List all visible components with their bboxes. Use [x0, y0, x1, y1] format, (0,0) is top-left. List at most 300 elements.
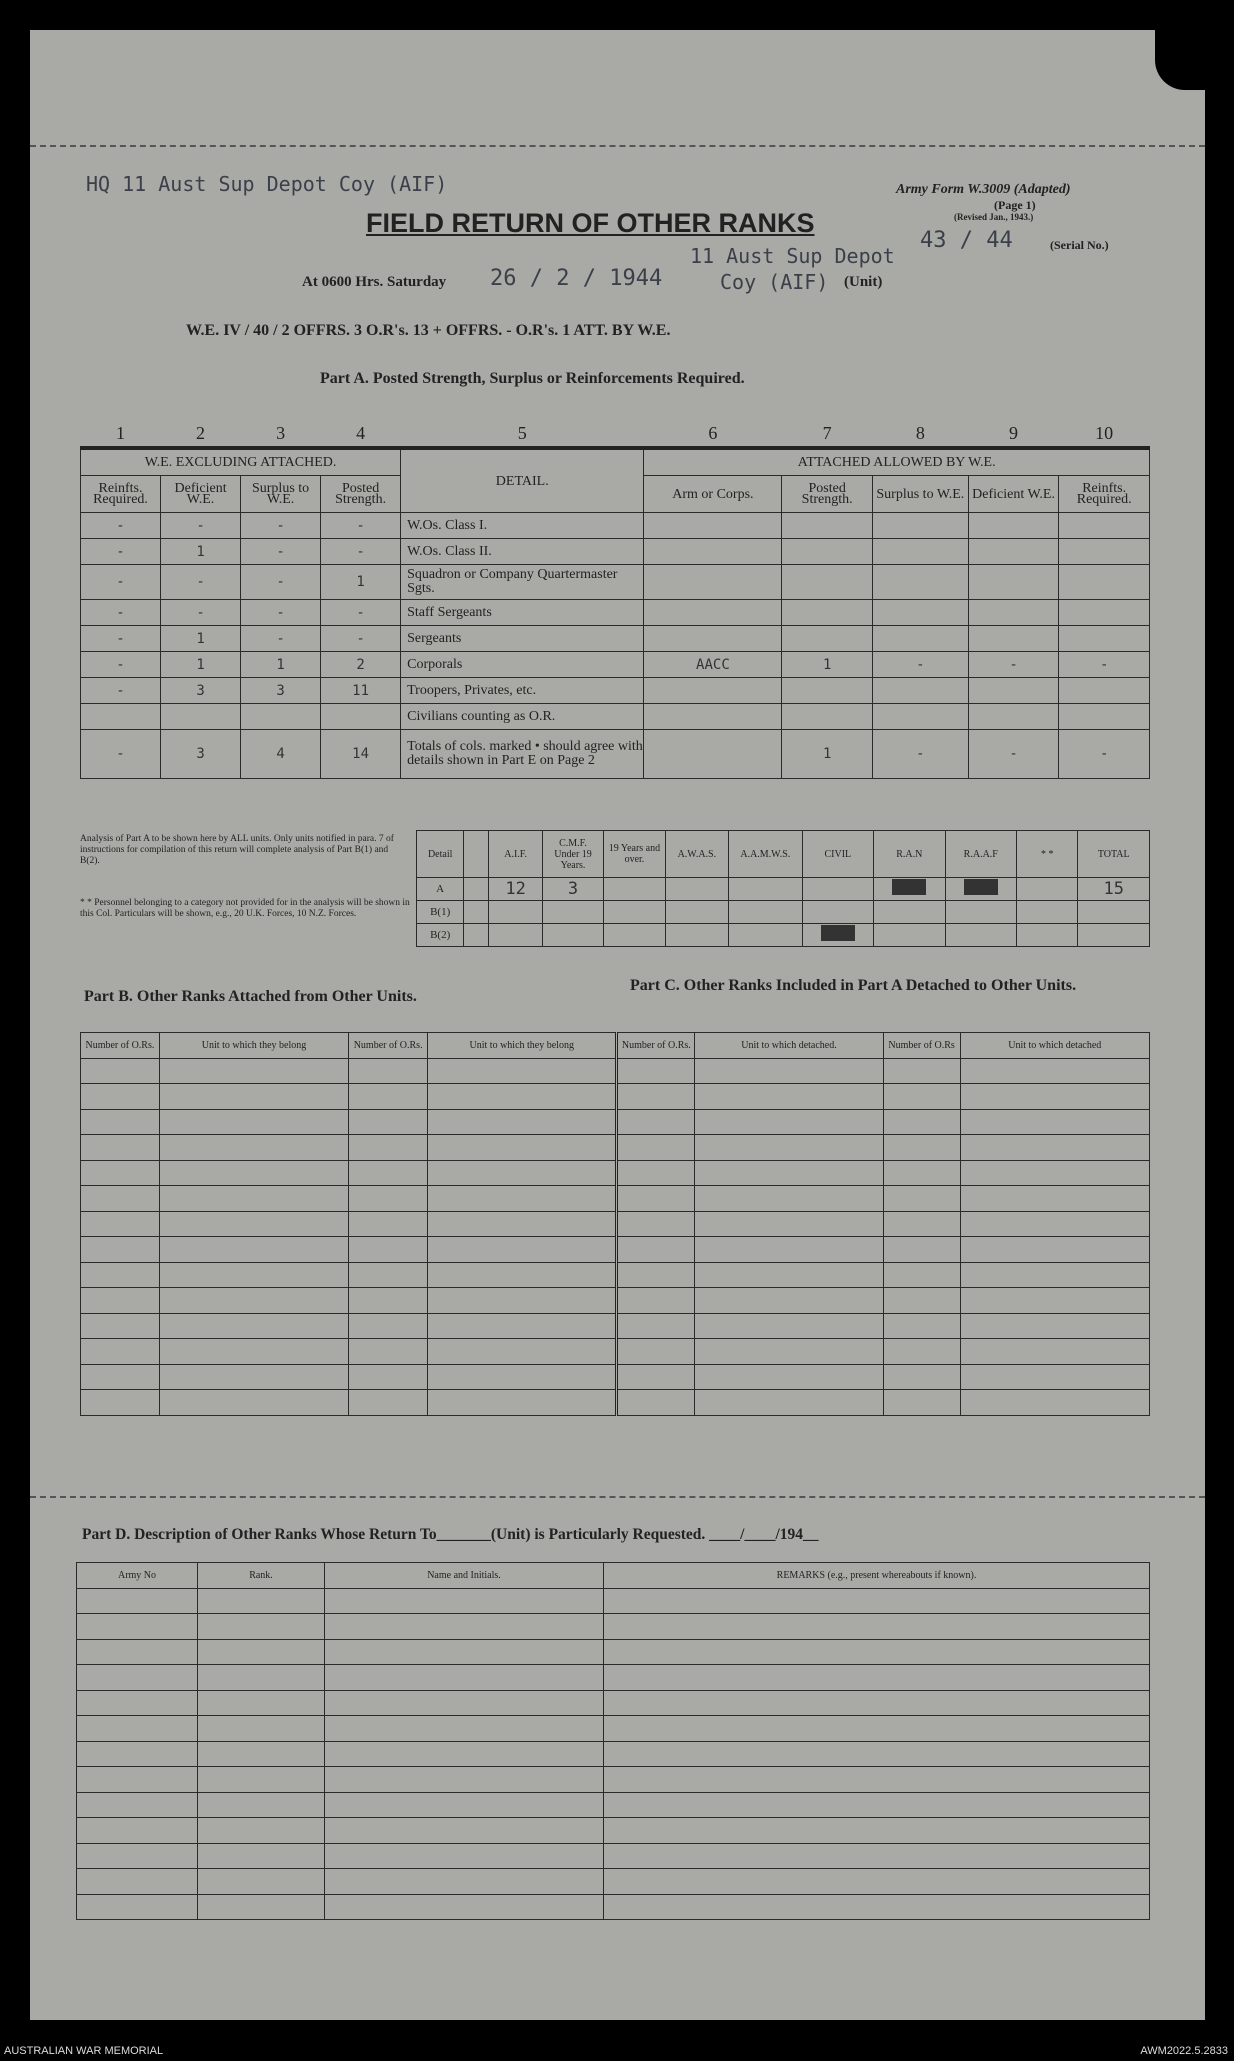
col-num: 1	[81, 420, 161, 448]
part-bc-row	[81, 1186, 1150, 1212]
part-a-table	[80, 420, 1150, 779]
blank-cell	[81, 1160, 160, 1186]
part-a-cell	[782, 600, 873, 626]
part-bc-row	[81, 1084, 1150, 1110]
blank-cell	[428, 1288, 617, 1314]
col-num: 10	[1059, 420, 1150, 448]
analysis-cell	[665, 901, 728, 924]
blank-cell	[695, 1339, 883, 1365]
part-c-header: Number of O.Rs.	[617, 1033, 695, 1059]
blank-cell	[883, 1339, 960, 1365]
part-bc-row	[81, 1109, 1150, 1135]
part-bc-row	[81, 1390, 1150, 1416]
analysis-header: CIVIL	[802, 831, 873, 878]
blank-cell	[77, 1588, 198, 1614]
blank-cell	[428, 1262, 617, 1288]
analysis-cell: 3	[542, 878, 603, 901]
part-a-cell	[644, 626, 782, 652]
analysis-cell	[729, 901, 803, 924]
part-a-cell: 1	[782, 652, 873, 678]
blank-cell	[349, 1135, 428, 1161]
part-a-cell	[872, 678, 968, 704]
blank-cell	[617, 1186, 695, 1212]
blank-cell	[695, 1109, 883, 1135]
part-a-row	[81, 704, 1150, 730]
part-a-cell	[782, 539, 873, 565]
unit-label: (Unit)	[844, 274, 883, 290]
part-a-cell: -	[1059, 652, 1150, 678]
blank-cell	[77, 1665, 198, 1691]
blank-cell	[695, 1313, 883, 1339]
analysis-cell	[874, 901, 945, 924]
blank-cell	[604, 1716, 1150, 1742]
part-a-cell	[644, 730, 782, 779]
part-bc-row	[81, 1160, 1150, 1186]
analysis-header: R.A.N	[874, 831, 945, 878]
perforation-middle	[30, 1496, 1205, 1498]
col-header: Deficient W.E.	[968, 476, 1059, 513]
blank-cell	[325, 1614, 604, 1640]
part-a-row	[81, 513, 1150, 539]
blank-cell	[77, 1843, 198, 1869]
detail-header: DETAIL.	[401, 448, 644, 513]
part-d-row	[77, 1665, 1150, 1691]
col-num: 6	[644, 420, 782, 448]
blank-cell	[617, 1211, 695, 1237]
blank-cell	[960, 1390, 1149, 1416]
return-date: 26 / 2 / 1944	[490, 266, 663, 291]
analysis-cell	[464, 924, 489, 947]
part-a-cell	[644, 539, 782, 565]
part-a-cell: -	[161, 513, 241, 539]
blank-cell	[883, 1186, 960, 1212]
part-a-cell: -	[81, 678, 161, 704]
blank-cell	[883, 1211, 960, 1237]
part-bc-row	[81, 1364, 1150, 1390]
analysis-cell	[874, 878, 945, 901]
blank-cell	[428, 1160, 617, 1186]
part-a-cell: 1	[161, 539, 241, 565]
part-a-cell: -	[241, 513, 321, 539]
blank-cell	[617, 1313, 695, 1339]
part-d-row	[77, 1639, 1150, 1665]
serial-label: (Serial No.)	[1050, 238, 1109, 252]
analysis-cell	[729, 878, 803, 901]
blank-cell	[604, 1665, 1150, 1691]
blank-cell	[325, 1716, 604, 1742]
part-d-title: Part D. Description of Other Ranks Whose Return To_______(Unit) is Particularly Requested. ____/____/194__	[82, 1526, 819, 1543]
blank-cell	[325, 1869, 604, 1895]
col-header: Deficient W.E.	[161, 476, 241, 513]
stamp-mark	[964, 879, 998, 895]
analysis-cell	[464, 878, 489, 901]
blank-cell	[198, 1869, 325, 1895]
analysis-cell: B(2)	[417, 924, 464, 947]
blank-cell	[81, 1135, 160, 1161]
blank-cell	[159, 1262, 348, 1288]
part-a-cell: -	[161, 565, 241, 600]
group-left-header: W.E. EXCLUDING ATTACHED.	[81, 448, 401, 476]
blank-cell	[604, 1588, 1150, 1614]
part-a-detail: Totals of cols. marked • should agree with details shown in Part E on Page 2	[401, 730, 644, 779]
page-label: (Page 1)	[994, 198, 1036, 212]
blank-cell	[349, 1390, 428, 1416]
blank-cell	[325, 1894, 604, 1920]
part-a-detail: W.Os. Class II.	[401, 539, 644, 565]
part-a-row	[81, 678, 1150, 704]
perforation-top	[30, 145, 1205, 147]
blank-cell	[617, 1084, 695, 1110]
col-header: Posted Strength.	[782, 476, 873, 513]
blank-cell	[198, 1639, 325, 1665]
blank-cell	[428, 1058, 617, 1084]
part-a-row	[81, 626, 1150, 652]
analysis-cell	[604, 924, 665, 947]
analysis-header: Detail	[417, 831, 464, 878]
part-a-cell: -	[241, 600, 321, 626]
part-a-cell	[321, 704, 401, 730]
blank-cell	[604, 1741, 1150, 1767]
blank-cell	[77, 1869, 198, 1895]
part-a-row	[81, 730, 1150, 779]
part-a-cell	[644, 678, 782, 704]
part-a-cell	[872, 626, 968, 652]
part-d-row	[77, 1843, 1150, 1869]
blank-cell	[883, 1262, 960, 1288]
part-a-cell: 2	[321, 652, 401, 678]
blank-cell	[695, 1135, 883, 1161]
part-b-header: Number of O.Rs.	[349, 1033, 428, 1059]
part-bc-row	[81, 1135, 1150, 1161]
analysis-table	[416, 830, 1150, 947]
blank-cell	[604, 1767, 1150, 1793]
blank-cell	[960, 1186, 1149, 1212]
part-d-row	[77, 1869, 1150, 1895]
blank-cell	[617, 1339, 695, 1365]
blank-cell	[198, 1792, 325, 1818]
blank-cell	[325, 1792, 604, 1818]
stamp-mark	[821, 925, 855, 941]
blank-cell	[325, 1767, 604, 1793]
blank-cell	[604, 1869, 1150, 1895]
analysis-cell	[604, 878, 665, 901]
blank-cell	[428, 1186, 617, 1212]
blank-cell	[81, 1390, 160, 1416]
part-a-cell: -	[81, 539, 161, 565]
blank-cell	[960, 1339, 1149, 1365]
part-d-header: Rank.	[198, 1563, 325, 1589]
blank-cell	[883, 1390, 960, 1416]
blank-cell	[695, 1211, 883, 1237]
part-c-title: Part C. Other Ranks Included in Part A Detached to Other Units.	[630, 977, 1077, 994]
blank-cell	[883, 1364, 960, 1390]
blank-cell	[604, 1894, 1150, 1920]
part-a-cell: 4	[241, 730, 321, 779]
part-a-cell	[782, 565, 873, 600]
part-a-cell	[644, 704, 782, 730]
part-a-cell	[81, 704, 161, 730]
part-a-cell: -	[968, 652, 1059, 678]
blank-cell	[960, 1237, 1149, 1263]
part-a-cell: 1	[321, 565, 401, 600]
blank-cell	[77, 1741, 198, 1767]
blank-cell	[883, 1160, 960, 1186]
part-a-cell: -	[1059, 730, 1150, 779]
part-d-row	[77, 1716, 1150, 1742]
part-a-cell	[872, 513, 968, 539]
blank-cell	[159, 1058, 348, 1084]
blank-cell	[349, 1186, 428, 1212]
blank-cell	[77, 1818, 198, 1844]
part-a-cell: -	[321, 513, 401, 539]
analysis-cell: A	[417, 878, 464, 901]
unit-name-line1: 11 Aust Sup Depot	[690, 244, 895, 268]
col-num: 4	[321, 420, 401, 448]
part-a-cell: 11	[321, 678, 401, 704]
serial-number: 43 / 44	[920, 228, 1013, 253]
part-a-cell: 1	[241, 652, 321, 678]
part-bc-row	[81, 1288, 1150, 1314]
blank-cell	[81, 1109, 160, 1135]
part-a-row	[81, 539, 1150, 565]
part-a-cell	[968, 565, 1059, 600]
analysis-header: A.I.F.	[489, 831, 542, 878]
blank-cell	[428, 1313, 617, 1339]
analysis-cell	[1017, 901, 1078, 924]
part-d-row	[77, 1818, 1150, 1844]
form-page	[30, 30, 1205, 2020]
part-a-cell	[1059, 513, 1150, 539]
blank-cell	[159, 1160, 348, 1186]
part-a-cell	[1059, 678, 1150, 704]
blank-cell	[349, 1262, 428, 1288]
blank-cell	[604, 1818, 1150, 1844]
part-a-title: Part A. Posted Strength, Surplus or Reinforcements Required.	[320, 370, 745, 387]
blank-cell	[695, 1160, 883, 1186]
blank-cell	[604, 1639, 1150, 1665]
analysis-cell: B(1)	[417, 901, 464, 924]
part-a-cell: -	[81, 565, 161, 600]
analysis-cell	[1078, 901, 1150, 924]
analysis-cell	[802, 901, 873, 924]
footer-left: AUSTRALIAN WAR MEMORIAL	[4, 2045, 164, 2057]
blank-cell	[883, 1313, 960, 1339]
blank-cell	[960, 1211, 1149, 1237]
analysis-row	[417, 924, 1150, 947]
part-a-cell: -	[81, 600, 161, 626]
blank-cell	[883, 1058, 960, 1084]
blank-cell	[349, 1160, 428, 1186]
blank-cell	[159, 1211, 348, 1237]
blank-cell	[349, 1364, 428, 1390]
part-d-row	[77, 1741, 1150, 1767]
blank-cell	[81, 1058, 160, 1084]
analysis-cell	[874, 924, 945, 947]
blank-cell	[198, 1716, 325, 1742]
part-a-cell: -	[241, 539, 321, 565]
part-bc-row	[81, 1237, 1150, 1263]
part-d-row	[77, 1792, 1150, 1818]
part-a-row	[81, 652, 1150, 678]
part-c-header: Number of O.Rs	[883, 1033, 960, 1059]
part-a-cell: -	[81, 513, 161, 539]
part-a-detail: Sergeants	[401, 626, 644, 652]
blank-cell	[695, 1084, 883, 1110]
blank-cell	[604, 1843, 1150, 1869]
part-a-cell	[968, 704, 1059, 730]
part-d-header: Name and Initials.	[325, 1563, 604, 1589]
part-a-cell: 1	[161, 652, 241, 678]
unit-handwritten: HQ 11 Aust Sup Depot Coy (AIF)	[86, 172, 448, 196]
part-bc-row	[81, 1313, 1150, 1339]
col-header: Reinfts. Required.	[1059, 476, 1150, 513]
blank-cell	[883, 1288, 960, 1314]
part-a-cell	[1059, 539, 1150, 565]
blank-cell	[159, 1288, 348, 1314]
blank-cell	[617, 1160, 695, 1186]
part-a-cell	[644, 600, 782, 626]
blank-cell	[159, 1135, 348, 1161]
blank-cell	[349, 1237, 428, 1263]
part-a-cell	[644, 513, 782, 539]
blank-cell	[77, 1792, 198, 1818]
part-a-cell	[782, 678, 873, 704]
unit-name-line2: Coy (AIF)	[720, 270, 829, 294]
blank-cell	[81, 1364, 160, 1390]
blank-cell	[960, 1109, 1149, 1135]
blank-cell	[81, 1186, 160, 1212]
blank-cell	[349, 1058, 428, 1084]
part-b-header: Unit to which they belong	[159, 1033, 348, 1059]
blank-cell	[695, 1186, 883, 1212]
analysis-cell	[665, 878, 728, 901]
blank-cell	[325, 1690, 604, 1716]
part-a-cell: -	[321, 539, 401, 565]
blank-cell	[349, 1084, 428, 1110]
part-b-header: Unit to which they belong	[428, 1033, 617, 1059]
part-a-detail: W.Os. Class I.	[401, 513, 644, 539]
group-right-header: ATTACHED ALLOWED BY W.E.	[644, 448, 1150, 476]
analysis-cell	[945, 901, 1016, 924]
part-a-cell	[1059, 565, 1150, 600]
col-num: 5	[401, 420, 644, 448]
part-a-cell	[872, 600, 968, 626]
blank-cell	[349, 1339, 428, 1365]
part-a-cell	[782, 513, 873, 539]
analysis-cell	[1017, 878, 1078, 901]
analysis-cell	[945, 924, 1016, 947]
blank-cell	[617, 1364, 695, 1390]
analysis-cell	[604, 901, 665, 924]
part-a-cell	[968, 600, 1059, 626]
blank-cell	[349, 1109, 428, 1135]
col-header: Surplus to W.E.	[872, 476, 968, 513]
blank-cell	[159, 1364, 348, 1390]
analysis-header: 19 Years and over.	[604, 831, 665, 878]
blank-cell	[77, 1690, 198, 1716]
part-c-header: Unit to which detached	[960, 1033, 1149, 1059]
blank-cell	[617, 1058, 695, 1084]
col-num: 7	[782, 420, 873, 448]
part-a-cell	[161, 704, 241, 730]
part-a-cell	[872, 539, 968, 565]
analysis-cell	[945, 878, 1016, 901]
part-a-detail: Staff Sergeants	[401, 600, 644, 626]
blank-cell	[960, 1288, 1149, 1314]
blank-cell	[428, 1135, 617, 1161]
part-a-cell: -	[161, 600, 241, 626]
part-a-cell: 3	[161, 730, 241, 779]
part-bc-row	[81, 1262, 1150, 1288]
part-a-detail: Squadron or Company Quartermaster Sgts.	[401, 565, 644, 600]
col-header: Arm or Corps.	[644, 476, 782, 513]
blank-cell	[198, 1767, 325, 1793]
part-a-cell: -	[872, 730, 968, 779]
part-a-cell: 3	[161, 678, 241, 704]
blank-cell	[428, 1390, 617, 1416]
blank-cell	[428, 1339, 617, 1365]
blank-cell	[81, 1211, 160, 1237]
col-num: 3	[241, 420, 321, 448]
blank-cell	[81, 1084, 160, 1110]
part-a-cell: -	[81, 730, 161, 779]
blank-cell	[159, 1339, 348, 1365]
blank-cell	[960, 1135, 1149, 1161]
part-a-detail: Troopers, Privates, etc.	[401, 678, 644, 704]
form-title: FIELD RETURN OF OTHER RANKS	[366, 208, 815, 238]
part-d-table	[76, 1562, 1150, 1920]
blank-cell	[198, 1818, 325, 1844]
part-d-header: REMARKS (e.g., present whereabouts if known).	[604, 1563, 1150, 1589]
analysis-row	[417, 901, 1150, 924]
blank-cell	[617, 1237, 695, 1263]
blank-cell	[617, 1390, 695, 1416]
blank-cell	[198, 1741, 325, 1767]
part-a-cell: -	[241, 565, 321, 600]
blank-cell	[325, 1741, 604, 1767]
analysis-header: * *	[1017, 831, 1078, 878]
blank-cell	[198, 1614, 325, 1640]
part-a-cell	[968, 626, 1059, 652]
army-form-label: Army Form W.3009 (Adapted)	[896, 182, 1071, 197]
blank-cell	[428, 1109, 617, 1135]
we-line: W.E. IV / 40 / 2 OFFRS. 3 O.R's. 13 + OFFRS. - O.R's. 1 ATT. BY W.E.	[186, 322, 671, 339]
blank-cell	[960, 1084, 1149, 1110]
part-a-cell	[241, 704, 321, 730]
part-a-cell	[872, 704, 968, 730]
analysis-cell	[542, 924, 603, 947]
part-a-cell: -	[241, 626, 321, 652]
col-header: Posted Strength.	[321, 476, 401, 513]
analysis-row	[417, 878, 1150, 901]
blank-cell	[617, 1135, 695, 1161]
blank-cell	[77, 1639, 198, 1665]
part-a-detail: Corporals	[401, 652, 644, 678]
blank-cell	[198, 1588, 325, 1614]
col-num: 2	[161, 420, 241, 448]
blank-cell	[960, 1160, 1149, 1186]
blank-cell	[198, 1690, 325, 1716]
blank-cell	[604, 1614, 1150, 1640]
blank-cell	[883, 1135, 960, 1161]
part-a-cell: -	[321, 600, 401, 626]
col-num: 8	[872, 420, 968, 448]
blank-cell	[325, 1843, 604, 1869]
blank-cell	[604, 1792, 1150, 1818]
blank-cell	[695, 1058, 883, 1084]
analysis-cell	[1017, 924, 1078, 947]
blank-cell	[159, 1186, 348, 1212]
